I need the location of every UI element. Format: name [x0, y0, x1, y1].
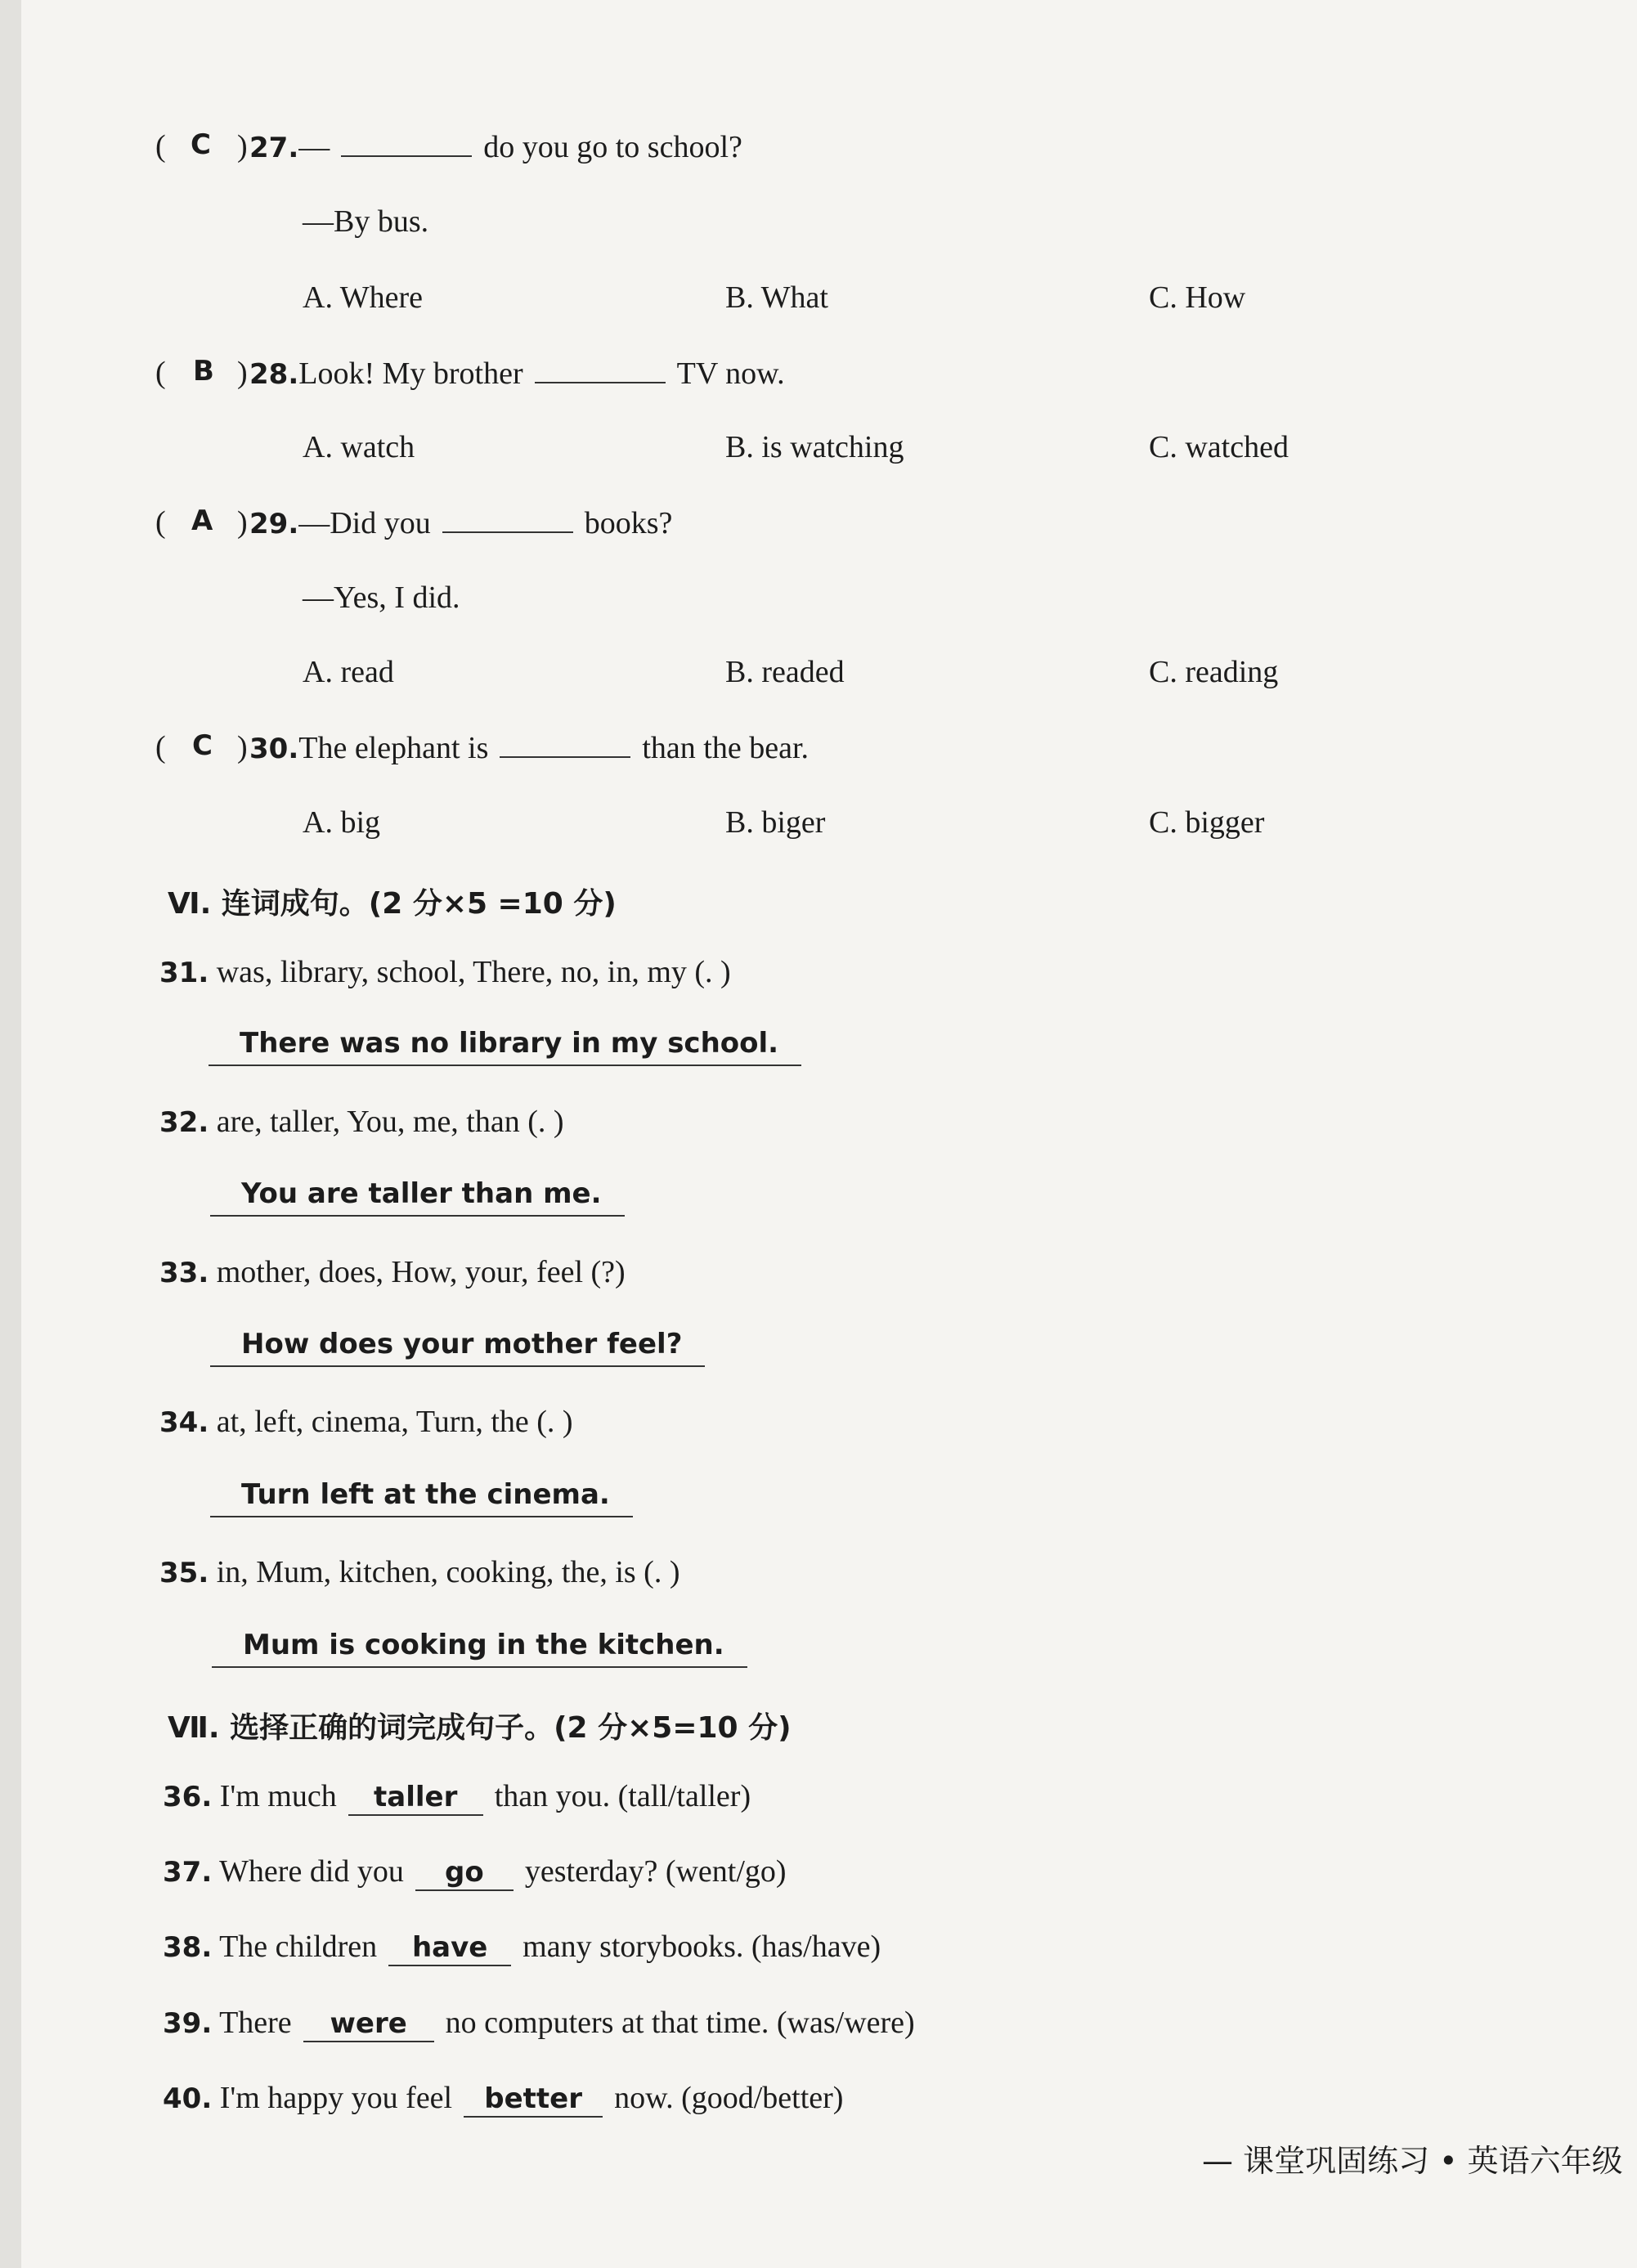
- answer-paren-close: ): [237, 730, 248, 764]
- question-number: 36.: [163, 1781, 213, 1813]
- answer-33: How does your mother feel?: [210, 1328, 705, 1367]
- answer-31: There was no library in my school.: [209, 1027, 801, 1066]
- answer-paren: (: [155, 505, 166, 540]
- blank: [500, 732, 630, 758]
- stem-pre: The elephant is: [298, 731, 489, 765]
- question-number: 34.: [159, 1406, 209, 1439]
- question-number: 30.: [249, 733, 299, 765]
- fill-answer: were: [303, 2010, 434, 2042]
- question-number: 39.: [163, 2007, 213, 2040]
- fill-39: [163, 2007, 915, 2042]
- stem-post: books?: [584, 506, 673, 540]
- fill-37: [163, 1856, 787, 1891]
- answer-32: You are taller than me.: [210, 1177, 625, 1217]
- fill-36: [163, 1781, 751, 1816]
- reorder-35: [159, 1557, 680, 1588]
- section-7-heading: Ⅶ. 选择正确的词完成句子。(2 分×5=10 分): [168, 1711, 792, 1745]
- word-list: are, taller, You, me, than (. ): [216, 1105, 564, 1139]
- word-list: mother, does, How, your, feel (?): [216, 1255, 626, 1289]
- answer-letter: B: [193, 355, 214, 388]
- fill-answer: better: [464, 2085, 603, 2118]
- fill-answer: have: [388, 1934, 511, 1966]
- answer-34: Turn left at the cinema.: [210, 1478, 633, 1517]
- section-6-heading: Ⅵ. 连词成句。(2 分×5 =10 分): [168, 887, 617, 921]
- question-number: 37.: [163, 1856, 213, 1889]
- blank: [535, 357, 666, 383]
- question-stem: [249, 732, 809, 764]
- answer-paren: (: [155, 129, 166, 164]
- sentence-post: now. (good/better): [614, 2081, 844, 2115]
- sentence-pre: I'm happy you feel: [219, 2081, 453, 2115]
- sentence-post: many storybooks. (has/have): [522, 1930, 881, 1964]
- word-list: at, left, cinema, Turn, the (. ): [216, 1405, 573, 1439]
- option-a: A. big: [303, 805, 380, 840]
- answer-paren: (: [155, 356, 166, 390]
- option-a: A. watch: [303, 430, 415, 464]
- stem-pre: —: [298, 130, 330, 164]
- reply-line: —Yes, I did.: [303, 580, 460, 615]
- answer-letter: C: [191, 128, 211, 161]
- fill-40: [163, 2082, 843, 2118]
- answer-35: Mum is cooking in the kitchen.: [212, 1629, 747, 1668]
- fill-answer: go: [415, 1858, 514, 1891]
- question-stem: [249, 357, 785, 389]
- option-c: C. bigger: [1149, 805, 1265, 840]
- option-b: B. What: [725, 280, 828, 315]
- reply-line: —By bus.: [303, 204, 429, 239]
- question-number: 28.: [249, 358, 299, 391]
- reorder-31: [159, 957, 731, 988]
- page-edge-shadow: [0, 0, 21, 2268]
- answer-paren-close: ): [237, 129, 248, 164]
- question-stem: [249, 507, 672, 539]
- option-c: C. How: [1149, 280, 1246, 315]
- option-c: C. watched: [1149, 430, 1289, 464]
- stem-post: do you go to school?: [483, 130, 742, 164]
- option-a: A. read: [303, 655, 394, 689]
- option-a: A. Where: [303, 280, 424, 315]
- stem-post: TV now.: [676, 356, 785, 391]
- sentence-post: no computers at that time. (was/were): [445, 2006, 915, 2040]
- sentence-post: yesterday? (went/go): [524, 1854, 787, 1889]
- fill-answer: taller: [348, 1783, 483, 1816]
- question-number: 35.: [159, 1557, 209, 1589]
- sentence-pre: Where did you: [219, 1854, 404, 1889]
- stem-pre: Look! My brother: [298, 356, 523, 391]
- blank: [341, 131, 472, 157]
- stem-post: than the bear.: [642, 731, 810, 765]
- sentence-pre: The children: [219, 1930, 378, 1964]
- question-number: 29.: [249, 508, 299, 540]
- blank: [442, 507, 573, 533]
- word-list: was, library, school, There, no, in, my (. ): [216, 955, 731, 989]
- option-b: B. readed: [725, 655, 845, 689]
- sentence-pre: I'm much: [219, 1779, 337, 1813]
- word-list: in, Mum, kitchen, cooking, the, is (. ): [216, 1555, 680, 1589]
- sentence-post: than you. (tall/taller): [494, 1779, 751, 1813]
- answer-paren: (: [155, 730, 166, 764]
- option-c: C. reading: [1149, 655, 1279, 689]
- question-number: 40.: [163, 2082, 213, 2115]
- option-b: B. is watching: [725, 430, 904, 464]
- answer-letter: C: [192, 729, 213, 762]
- question-stem: [249, 131, 742, 163]
- option-b: B. biger: [725, 805, 826, 840]
- reorder-34: [159, 1406, 573, 1437]
- answer-letter: A: [191, 504, 213, 537]
- page-footer: — 课堂巩固练习 • 英语六年级: [1202, 2143, 1623, 2179]
- stem-pre: —Did you: [298, 506, 431, 540]
- question-number: 27.: [249, 132, 299, 164]
- reorder-33: [159, 1257, 626, 1288]
- reorder-32: [159, 1106, 564, 1137]
- sentence-pre: There: [219, 2006, 292, 2040]
- question-number: 38.: [163, 1931, 213, 1964]
- question-number: 31.: [159, 957, 209, 989]
- question-number: 32.: [159, 1106, 209, 1139]
- question-number: 33.: [159, 1257, 209, 1289]
- fill-38: [163, 1931, 881, 1966]
- answer-paren-close: ): [237, 356, 248, 390]
- answer-paren-close: ): [237, 505, 248, 540]
